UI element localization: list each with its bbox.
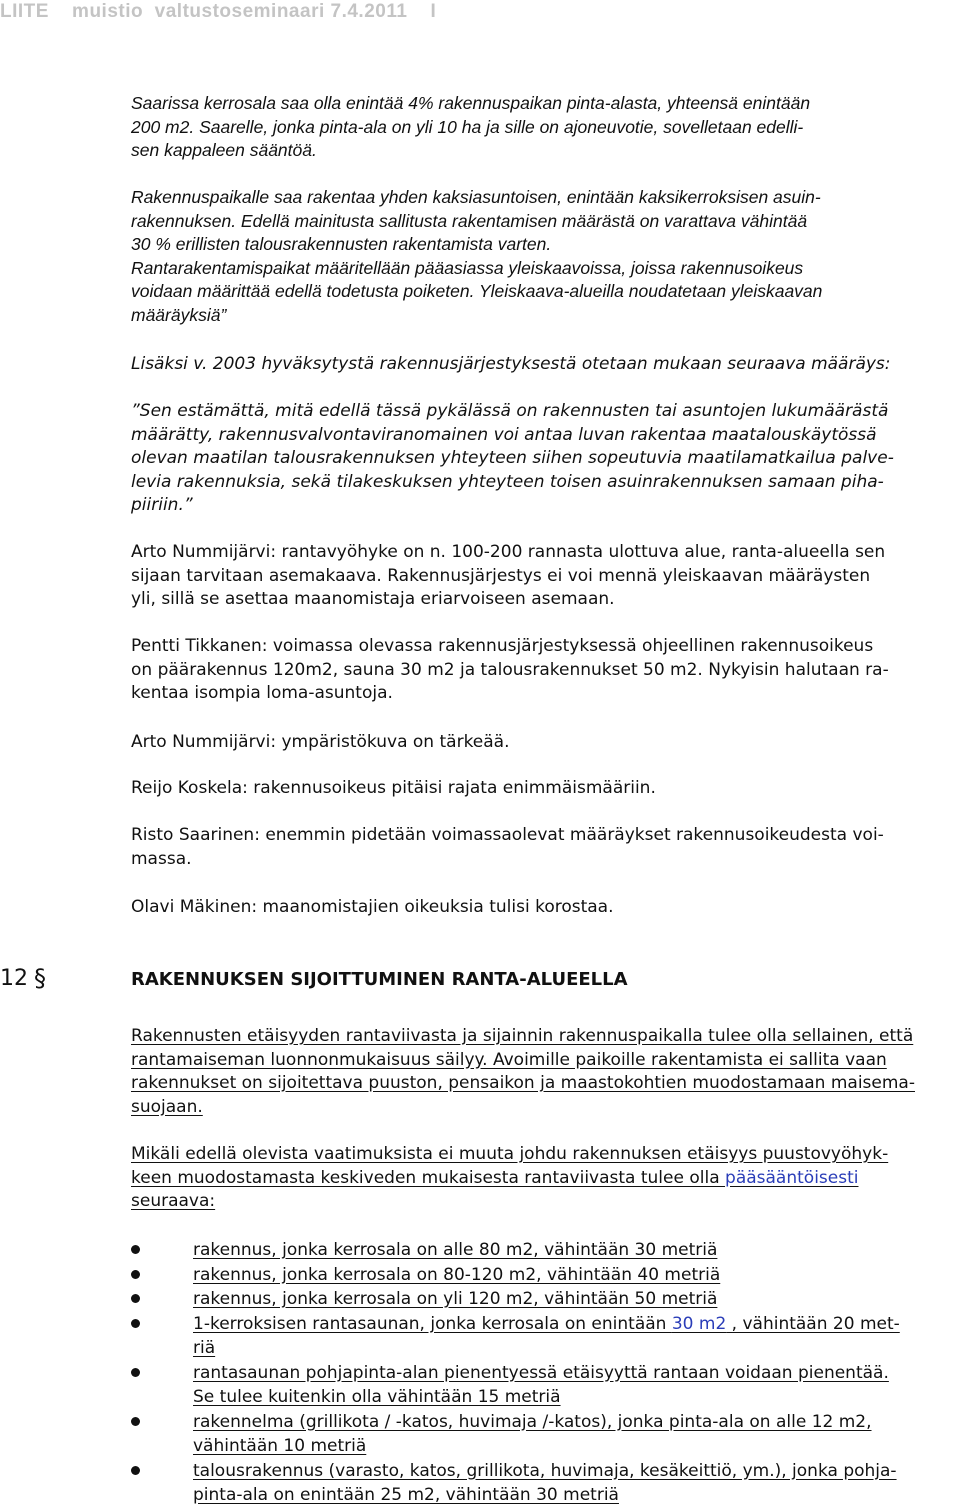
list-item-text: Se tulee kuitenkin olla vähintään 15 metriä: [193, 1387, 561, 1407]
text-line: 200 m2. Saarelle, jonka pinta-ala on yli 10 ha ja sille on ajoneuvotie, sovelletaan edelli-: [131, 116, 804, 137]
section-symbol: §: [34, 964, 46, 992]
text-line: piiriin.”: [131, 495, 193, 515]
text-segment: keen muodostamasta keskiveden mukaisesta rantaviivasta tulee olla: [131, 1167, 726, 1188]
paragraph-lisaksi: [131, 353, 960, 377]
text-line: rakennukset on sijoitettava puuston, pensaikon ja maastokohtien muodostamaan maisema-: [131, 1073, 915, 1093]
list-item-text: vähintään 10 metriä: [193, 1436, 367, 1456]
list-item-text: [193, 1312, 960, 1337]
paragraph-saaret: [131, 92, 960, 163]
text-line: yli, sillä se asettaa maanomistaja eriarvoiseen asemaan.: [131, 589, 615, 609]
text-line: rakennuksen. Edellä mainitusta sallitusta rakentamisen määrästä on varattava vähintää: [131, 210, 808, 231]
list-item-text: rakennelma (grillikota / -katos, huvimaja /-katos), jonka pinta-ala on alle 12 m2,: [193, 1411, 872, 1432]
text-line: seuraava:: [131, 1191, 216, 1211]
text-line: olevan maatilan talousrakennuksen yhteyteen siihen sopeutuvia maatilamatkailua palve-: [131, 448, 894, 468]
comment-saarinen: [131, 824, 960, 871]
list-item-text: rantasaunan pohjapinta-alan pienentyessä etäisyyttä rantaan voidaan pienentää.: [193, 1362, 889, 1383]
comment-koskela: [131, 777, 960, 801]
list-item: [131, 1312, 960, 1361]
text-segment: , vähintään 20 met-: [726, 1313, 900, 1334]
paragraph-rakennuspaikka: [131, 186, 960, 327]
page-header: [0, 0, 960, 24]
list-item-text: rakennus, jonka kerrosala on alle 80 m2, vähintään 30 metriä: [193, 1240, 718, 1260]
distance-list: [131, 1238, 960, 1508]
text-line: Arto Nummijärvi: rantavyöhyke on n. 100-200 rannasta ulottuva alue, ranta-alueella sen: [131, 542, 886, 562]
header-title: LIITE muistio valtustoseminaari 7.4.2011 I: [0, 1, 437, 22]
list-item-text: rakennus, jonka kerrosala on yli 120 m2, vähintään 50 metriä: [193, 1289, 718, 1309]
link-30-m2[interactable]: 30 m2: [671, 1313, 727, 1334]
list-item: [131, 1361, 960, 1410]
link-paasaantoisesti[interactable]: pääsääntöisesti: [725, 1167, 859, 1188]
comment-nummijarvi-2: [131, 731, 960, 755]
text-line: Lisäksi v. 2003 hyväksytystä rakennusjärjestyksestä otetaan mukaan seuraava määräys:: [131, 354, 891, 374]
text-line: on päärakennus 120m2, sauna 30 m2 ja talousrakennukset 50 m2. Nykyisin halutaan ra-: [131, 659, 889, 680]
comment-tikkanen: [131, 635, 960, 706]
quote-block: [131, 400, 960, 518]
text-line: Rantarakentamispaikat määritellään pääasiassa yleiskaavoissa, joissa rakennusoikeus: [131, 257, 804, 278]
text-line: Mikäli edellä olevista vaatimuksista ei muuta johdu rakennuksen etäisyys puustovyöhyk-: [131, 1144, 889, 1164]
text-line: sen kappaleen sääntöä.: [131, 140, 317, 160]
text-line: suojaan.: [131, 1096, 203, 1117]
list-item-text: pinta-ala on enintään 25 m2, vähintään 30 metriä: [193, 1485, 619, 1505]
list-item-text: talousrakennus (varasto, katos, grillikota, huvimaja, kesäkeittiö, ym.), jonka pohja-: [193, 1460, 897, 1481]
text-line: Pentti Tikkanen: voimassa olevassa rakennusjärjestyksessä ohjeellinen rakennusoikeus: [131, 636, 874, 656]
text-line: Risto Saarinen: enemmin pidetään voimassaolevat määräykset rakennusoikeudesta voi-: [131, 825, 884, 845]
list-item-text: rakennus, jonka kerrosala on 80-120 m2, vähintään 40 metriä: [193, 1264, 721, 1285]
list-item-text: riä: [193, 1338, 216, 1358]
text-line: voidaan määrittää edellä todetusta poiketen. Yleiskaava-alueilla noudatetaan yleiskaavan: [131, 281, 823, 301]
text-line: kentaa isompia loma-asuntoja.: [131, 683, 393, 703]
bullet-icon: [131, 1245, 140, 1254]
bullet-icon: [131, 1368, 140, 1377]
list-item: [131, 1287, 960, 1312]
bullet-icon: [131, 1466, 140, 1475]
comment-makinen: [131, 896, 960, 920]
section-heading: [0, 966, 960, 996]
bullet-icon: [131, 1319, 140, 1328]
text-line: Rakennusten etäisyyden rantaviivasta ja sijainnin rakennuspaikalla tulee olla sellainen, että: [131, 1026, 914, 1046]
text-line: ”Sen estämättä, mitä edellä tässä pykälässä on rakennusten tai asuntojen lukumäärästä: [131, 401, 889, 421]
section-paragraph-1: [131, 1025, 960, 1119]
text-line: levia rakennuksia, sekä tilakeskuksen yhteyteen toisen asuinrakennuksen samaan piha-: [131, 471, 884, 492]
text-line: rantamaiseman luonnonmukaisuus säilyy. Avoimille paikoille rakentamista ei sallita vaan: [131, 1049, 887, 1070]
bullet-icon: [131, 1294, 140, 1303]
text-line: Olavi Mäkinen: maanomistajien oikeuksia tulisi korostaa.: [131, 897, 614, 917]
text-line: määrätty, rakennusvalvontaviranomainen voi antaa luvan rakentaa maatalouskäytössä: [131, 424, 877, 445]
comment-nummijarvi-1: [131, 541, 960, 612]
text-line: määräyksiä”: [131, 304, 227, 325]
text-line: massa.: [131, 848, 192, 869]
text-line: Rakennuspaikalle saa rakentaa yhden kaksiasuntoisen, enintään kaksikerroksisen asuin-: [131, 187, 821, 207]
text-line: 30 % erillisten talousrakennusten rakentamista varten.: [131, 234, 552, 254]
text-line: sijaan tarvitaan asemakaava. Rakennusjärjestys ei voi mennä yleiskaavan määräysten: [131, 565, 871, 586]
text-line: Saarissa kerrosala saa olla enintää 4% rakennuspaikan pinta-alasta, yhteensä enintään: [131, 93, 811, 113]
section-paragraph-2: [131, 1143, 960, 1214]
text-line: Reijo Koskela: rakennusoikeus pitäisi rajata enimmäismääriin.: [131, 778, 656, 798]
list-item: [131, 1410, 960, 1459]
bullet-icon: [131, 1270, 140, 1279]
text-line: [131, 1167, 960, 1191]
section-number: 12: [0, 966, 28, 991]
list-item: [131, 1238, 960, 1263]
list-item: [131, 1459, 960, 1508]
section-title: RAKENNUKSEN SIJOITTUMINEN RANTA-ALUEELLA: [131, 969, 628, 990]
list-item: [131, 1263, 960, 1288]
text-segment: 1-kerroksisen rantasaunan, jonka kerrosala on enintään: [193, 1313, 672, 1334]
text-line: Arto Nummijärvi: ympäristökuva on tärkeää.: [131, 732, 510, 752]
bullet-icon: [131, 1417, 140, 1426]
